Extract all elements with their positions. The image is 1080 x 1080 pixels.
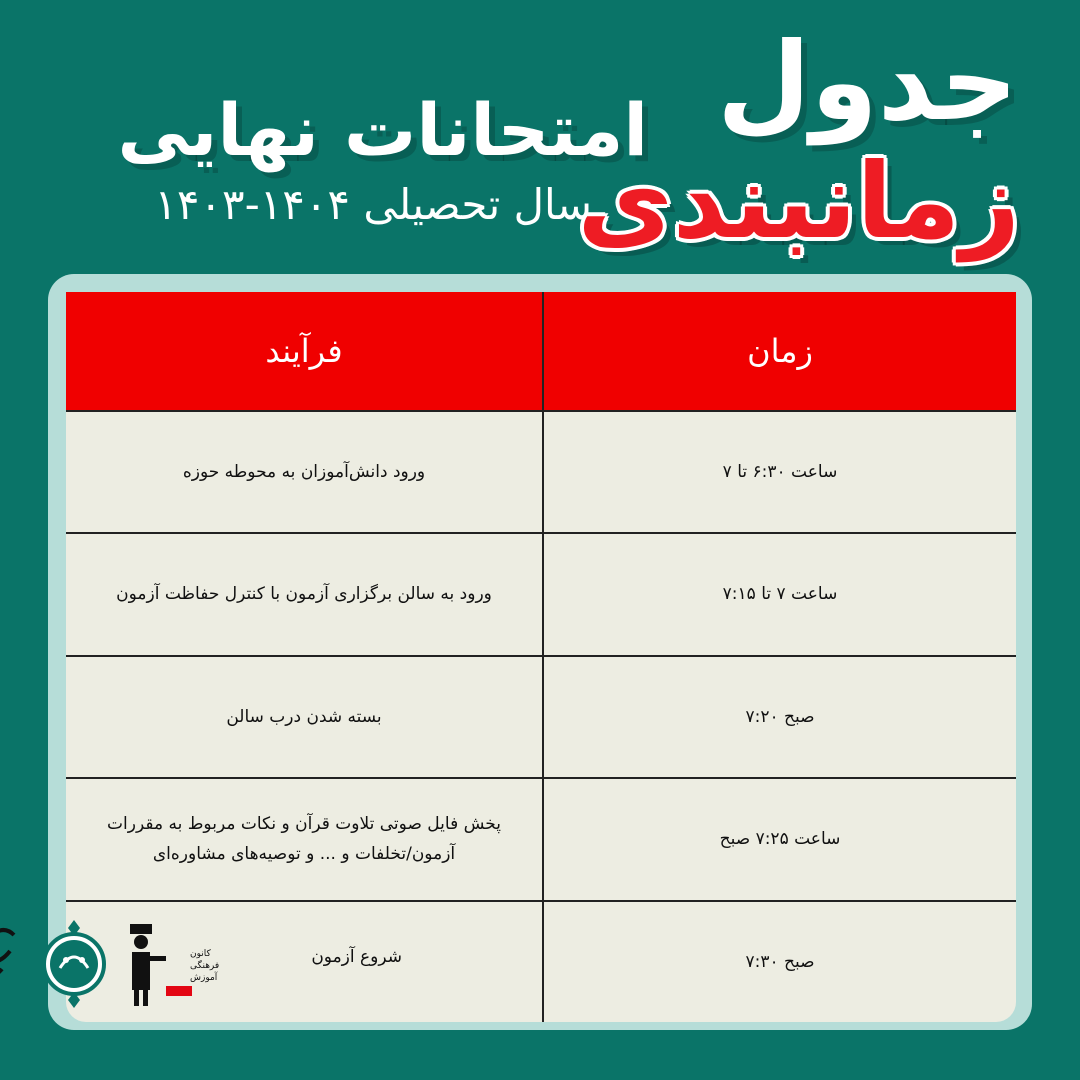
process-cell-content (66, 902, 542, 1022)
process-cell (66, 534, 542, 654)
time-cell: صبح ۷:۲۰ (542, 657, 1016, 777)
academic-year-line: سال تحصیلی ۱۴۰۴-۱۴۰۳ (154, 180, 592, 229)
schedule-table (66, 292, 1016, 1022)
title-word-jadval: جدول (716, 20, 1018, 145)
logos-group (0, 902, 220, 1022)
time-cell: ساعت ۷:۲۵ صبح (542, 779, 1016, 899)
process-cell (66, 412, 542, 532)
title-word-zamanbandi: زمانبندی (577, 140, 1020, 262)
svg-text:فرهنگی: فرهنگی (190, 960, 220, 971)
barfaha-logo (36, 924, 112, 1000)
time-cell: ساعت ۷ تا ۷:۱۵ (542, 534, 1016, 654)
table-row (66, 532, 1016, 654)
table-row (66, 900, 1016, 1022)
process-text: ورود به سالن برگزاری آزمون با کنترل حفاظت آزمون (116, 584, 492, 605)
time-cell: ساعت ۶:۳۰ تا ۷ (542, 412, 1016, 532)
process-text: ورود دانش‌آموزان به محوطه حوزه (182, 461, 426, 482)
process-text-line-2: آزمون/تخلفات و ... و توصیه‌های مشاوره‌ای (152, 844, 456, 865)
process-text-line-1: پخش فایل صوتی تلاوت قرآن و نکات مربوط به مقررات (107, 813, 501, 834)
process-cell (66, 902, 542, 1022)
title-emtehanat-nahaei: امتحانات نهایی (117, 88, 648, 172)
time-cell: صبح ۷:۳۰ (542, 902, 1016, 1022)
table-header-row (66, 292, 1016, 410)
process-text: شروع آزمون (311, 946, 402, 967)
process-cell (66, 657, 542, 777)
header-time: زمان (542, 292, 1016, 410)
table-row (66, 410, 1016, 532)
table-row (66, 655, 1016, 777)
process-text: بسته شدن درب سالن (226, 706, 382, 727)
table-row (66, 777, 1016, 899)
pajouheshgaran-logo (0, 924, 22, 1000)
process-cell (66, 779, 542, 899)
svg-text:کانون: کانون (190, 948, 211, 959)
kanoon-logo (126, 924, 220, 1000)
svg-text:آموزش: آموزش (190, 972, 218, 983)
header-process: فرآیند (265, 332, 343, 370)
